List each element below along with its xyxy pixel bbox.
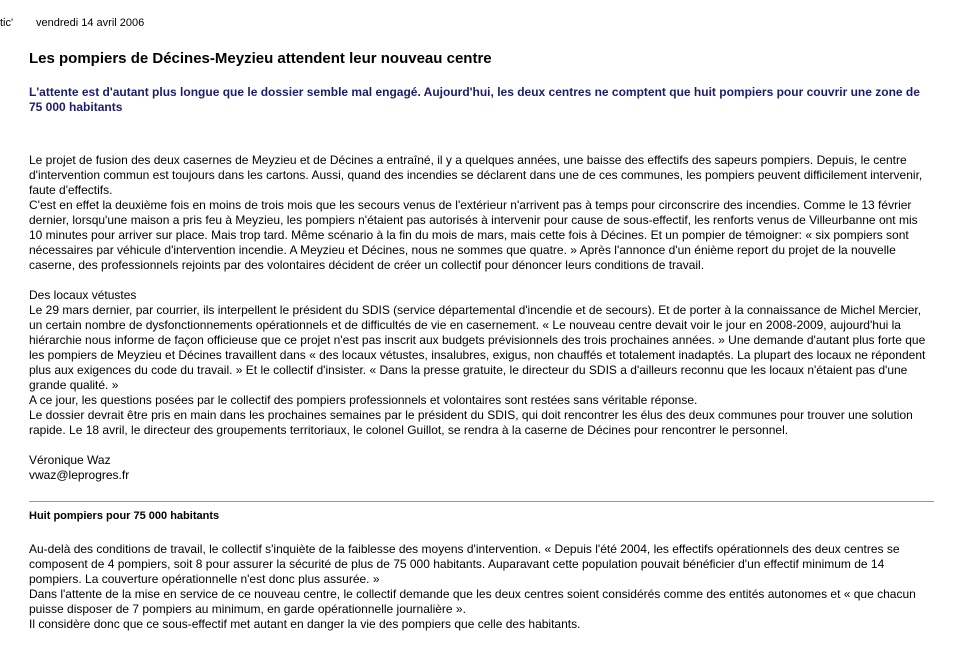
section-heading: Des locaux vétustes [29,288,137,302]
sidebar-body [29,542,934,632]
article-title: Les pompiers de Décines-Meyzieu attendent leur nouveau centre [29,50,492,67]
publication-date: vendredi 14 avril 2006 [36,17,145,29]
article-body [29,153,934,483]
article-lead: L'attente est d'autant plus longue que le dossier semble mal engagé. Aujourd'hui, les deux centres ne comptent que huit pompiers pour couvrir une zone de 75 000 habitants [29,85,920,114]
body-paragraph: Le dossier devrait être pris en main dans les prochaines semaines par le président du SDIS, qui doit rencontrer les élus des deux communes pour trouver une solution rapide. Le 18 avril, le directeur des groupements territoriaux, le colonel Guillot, se rendra à la caserne de Décines pour rencontrer le personnel. [29,408,913,437]
body-paragraph: Dans l'attente de la mise en service de ce nouveau centre, le collectif demande que les deux centres soient considérés comme des entités autonomes et « que chacun puisse disposer de 7 pompiers au minimum, en garde opérationnelle journalière ». [29,587,916,616]
body-paragraph: Il considère donc que ce sous-effectif met autant en danger la vie des pompiers que celle des habitants. [29,617,581,631]
header-bar [0,17,144,30]
sidebar-heading: Huit pompiers pour 75 000 habitants [29,510,220,522]
body-paragraph: Le 29 mars dernier, par courrier, ils interpellent le président du SDIS (service départemental d'incendie et de secours). Et de porter à la connaissance de Michel Mercier, un certain nombre de dysfonctionnements opérationnels et de difficultés de vie en casernement. « Le nouveau centre devait voir le jour en 2008-2009, aujourd'hui la hiérarchie nous informe de façon officieuse que ce projet n'est pas inscrit aux budgets prévisionnels des trois prochaines années. » Une demande d'autant plus forte que les pompiers de Meyzieu et Décines travaillent dans « des locaux vétustes, insalubres, exigus, non chauffés et totalement inadaptés. La plupart des locaux ne répondent plus aux exigences du code du travail. » Et le collectif d'insister. « Dans la presse gratuite, le directeur du SDIS a d'ailleurs reconnu que les locaux n'étaient pas d'une grande qualité. » [29,303,926,392]
body-paragraph: C'est en effet la deuxième fois en moins de trois mois que les secours venus de l'extérieur n'arrivent pas à temps pour circonscrire des incendies. Comme le 13 février dernier, lorsqu'une maison a pris feu à Meyzieu, les pompiers n'étaient pas autorisés à intervenir pour cause de sous-effectif, les renforts venus de Villeurbanne ont mis 10 minutes pour arriver sur place. Mais trop tard. Même scénario à la fin du mois de mars, mais cette fois à Décines. Et un pompier de témoigner: « six pompiers sont nécessaires par véhicule d'intervention incendie. A Meyzieu et Décines, nous ne sommes que quatre. » Après l'annonce d'un énième report du projet de la nouvelle caserne, des professionnels rejoints par des volontaires décident de créer un collectif pour dénoncer leurs conditions de travail. [29,198,918,272]
body-paragraph: A ce jour, les questions posées par le collectif des pompiers professionnels et volontaires sont restées sans véritable réponse. [29,393,698,407]
body-paragraph: Le projet de fusion des deux casernes de Meyzieu et de Décines a entraîné, il y a quelques années, une baisse des effectifs des sapeurs pompiers. Depuis, le centre d'intervention commun est toujours dans les cartons. Aussi, quand des incendies se déclarent dans une de ces communes, les pompiers peuvent difficilement intervenir, faute d'effectifs. [29,153,923,197]
body-paragraph: Au-delà des conditions de travail, le collectif s'inquiète de la faiblesse des moyens d'intervention. « Depuis l'été 2004, les effectifs opérationnels des deux centres se composent de 4 pompiers, soit 8 pour assurer la sécurité de plus de 75 000 habitants. Auparavant cette population pouvait bénéficier d'un effectif minimum de 14 pompiers. La couverture opérationnelle n'est donc plus assurée. » [29,542,900,586]
header-left-fragment: tic' [0,17,14,29]
section-divider [29,501,934,502]
article [29,50,934,632]
author-email: vwaz@leprogres.fr [29,468,130,482]
author-name: Véronique Waz [29,453,111,467]
